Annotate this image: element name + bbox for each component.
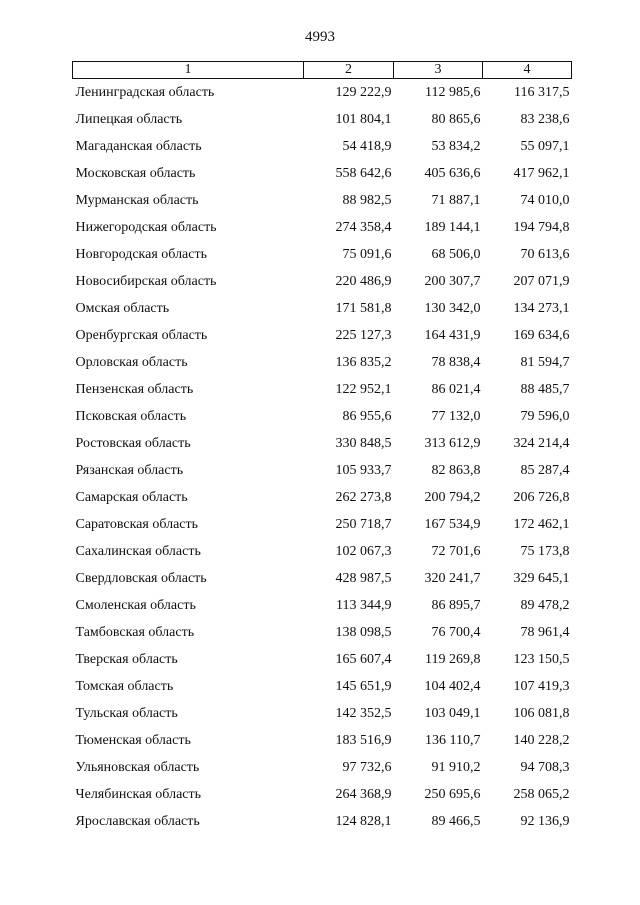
value-cell-col-2: 171 581,8 — [335, 301, 392, 316]
region-name-cell: Ленинградская область — [75, 85, 215, 100]
value-cell-col-4: 55 097,1 — [520, 139, 570, 154]
value-cell-col-4: 207 071,9 — [513, 274, 570, 289]
value-cell-col-2: 75 091,6 — [342, 247, 392, 262]
value-cell-col-3: 80 865,6 — [431, 112, 481, 127]
value-cell-col-2: 86 955,6 — [342, 409, 392, 424]
value-cell-col-3: 189 144,1 — [424, 220, 481, 235]
value-cell-col-2: 274 358,4 — [335, 220, 392, 235]
table-row — [73, 403, 572, 430]
value-cell-col-4: 85 287,4 — [520, 463, 570, 478]
value-cell-col-2: 102 067,3 — [335, 544, 392, 559]
column-header-4: 4 — [483, 62, 572, 79]
region-name-cell: Пензенская область — [75, 382, 194, 397]
value-cell-col-4: 88 485,7 — [520, 382, 570, 397]
value-cell-col-2: 262 273,8 — [335, 490, 392, 505]
value-cell-col-3: 86 895,7 — [431, 598, 481, 613]
value-cell-col-2: 558 642,6 — [335, 166, 392, 181]
value-cell-col-3: 91 910,2 — [431, 760, 481, 775]
header-row — [73, 62, 572, 79]
table-row — [73, 187, 572, 214]
region-name-cell: Орловская область — [75, 355, 188, 370]
value-cell-col-3: 71 887,1 — [431, 193, 481, 208]
column-header-3: 3 — [394, 62, 483, 79]
value-cell-col-2: 225 127,3 — [335, 328, 392, 343]
table-header — [73, 62, 572, 79]
region-name-cell: Смоленская область — [75, 598, 196, 613]
value-cell-col-2: 138 098,5 — [335, 625, 392, 640]
table-body — [73, 79, 572, 836]
value-cell-col-3: 53 834,2 — [431, 139, 481, 154]
table-row — [73, 214, 572, 241]
table-row — [73, 349, 572, 376]
region-name-cell: Тульская область — [75, 706, 178, 721]
region-name-cell: Новгородская область — [75, 247, 207, 262]
region-name-cell: Тюменская область — [75, 733, 191, 748]
table-row — [73, 727, 572, 754]
value-cell-col-2: 136 835,2 — [335, 355, 392, 370]
region-name-cell: Сахалинская область — [75, 544, 201, 559]
table-row — [73, 295, 572, 322]
region-name-cell: Ростовская область — [75, 436, 191, 451]
value-cell-col-3: 72 701,6 — [431, 544, 481, 559]
value-cell-col-2: 129 222,9 — [335, 85, 392, 100]
column-header-1: 1 — [73, 62, 304, 79]
value-cell-col-3: 200 307,7 — [424, 274, 481, 289]
value-cell-col-2: 165 607,4 — [335, 652, 392, 667]
region-name-cell: Саратовская область — [75, 517, 199, 532]
value-cell-col-4: 172 462,1 — [513, 517, 570, 532]
value-cell-col-4: 106 081,8 — [513, 706, 570, 721]
region-name-cell: Ярославская область — [75, 814, 200, 829]
value-cell-col-3: 76 700,4 — [431, 625, 481, 640]
region-name-cell: Томская область — [75, 679, 174, 694]
table-row — [73, 106, 572, 133]
value-cell-col-3: 77 132,0 — [431, 409, 481, 424]
value-cell-col-2: 101 804,1 — [335, 112, 392, 127]
value-cell-col-3: 405 636,6 — [424, 166, 481, 181]
value-cell-col-2: 330 848,5 — [335, 436, 392, 451]
value-cell-col-3: 130 342,0 — [424, 301, 481, 316]
value-cell-col-4: 78 961,4 — [520, 625, 570, 640]
value-cell-col-4: 81 594,7 — [520, 355, 570, 370]
table-row — [73, 646, 572, 673]
column-header-2: 2 — [304, 62, 394, 79]
value-cell-col-2: 88 982,5 — [342, 193, 392, 208]
value-cell-col-4: 75 173,8 — [520, 544, 570, 559]
value-cell-col-4: 89 478,2 — [520, 598, 570, 613]
value-cell-col-3: 136 110,7 — [425, 733, 481, 748]
table-row — [73, 160, 572, 187]
data-table — [72, 61, 572, 835]
value-cell-col-3: 119 269,8 — [425, 652, 481, 667]
value-cell-col-2: 264 368,9 — [335, 787, 392, 802]
value-cell-col-4: 123 150,5 — [513, 652, 570, 667]
table-row — [73, 511, 572, 538]
value-cell-col-4: 92 136,9 — [520, 814, 570, 829]
region-name-cell: Тверская область — [75, 652, 178, 667]
region-name-cell: Магаданская область — [75, 139, 202, 154]
region-name-cell: Нижегородская область — [75, 220, 217, 235]
table-row — [73, 79, 572, 107]
value-cell-col-4: 116 317,5 — [514, 85, 570, 100]
value-cell-col-4: 324 214,4 — [513, 436, 570, 451]
value-cell-col-4: 417 962,1 — [513, 166, 570, 181]
region-name-cell: Псковская область — [75, 409, 187, 424]
table-row — [73, 376, 572, 403]
table-row — [73, 700, 572, 727]
region-name-cell: Мурманская область — [75, 193, 199, 208]
value-cell-col-4: 70 613,6 — [520, 247, 570, 262]
value-cell-col-2: 97 732,6 — [342, 760, 392, 775]
region-name-cell: Омская область — [75, 301, 170, 316]
table-row — [73, 619, 572, 646]
table-row — [73, 133, 572, 160]
value-cell-col-3: 112 985,6 — [425, 85, 481, 100]
value-cell-col-3: 86 021,4 — [431, 382, 481, 397]
value-cell-col-4: 206 726,8 — [513, 490, 570, 505]
value-cell-col-2: 428 987,5 — [335, 571, 392, 586]
table-row — [73, 484, 572, 511]
value-cell-col-2: 220 486,9 — [335, 274, 392, 289]
value-cell-col-4: 83 238,6 — [520, 112, 570, 127]
region-name-cell: Рязанская область — [75, 463, 184, 478]
table-row — [73, 781, 572, 808]
value-cell-col-4: 134 273,1 — [513, 301, 570, 316]
table-row — [73, 457, 572, 484]
table-row — [73, 754, 572, 781]
value-cell-col-2: 183 516,9 — [335, 733, 392, 748]
value-cell-col-4: 169 634,6 — [513, 328, 570, 343]
value-cell-col-3: 200 794,2 — [424, 490, 481, 505]
value-cell-col-3: 78 838,4 — [431, 355, 481, 370]
region-name-cell: Ульяновская область — [75, 760, 200, 775]
table-row — [73, 430, 572, 457]
value-cell-col-2: 124 828,1 — [335, 814, 392, 829]
value-cell-col-4: 107 419,3 — [513, 679, 570, 694]
region-name-cell: Оренбургская область — [75, 328, 208, 343]
value-cell-col-2: 142 352,5 — [335, 706, 392, 721]
value-cell-col-4: 194 794,8 — [513, 220, 570, 235]
value-cell-col-4: 329 645,1 — [513, 571, 570, 586]
value-cell-col-4: 94 708,3 — [520, 760, 570, 775]
region-name-cell: Челябинская область — [75, 787, 201, 802]
region-name-cell: Самарская область — [75, 490, 188, 505]
region-name-cell: Новосибирская область — [75, 274, 217, 289]
value-cell-col-3: 313 612,9 — [424, 436, 481, 451]
value-cell-col-2: 54 418,9 — [342, 139, 392, 154]
value-cell-col-4: 258 065,2 — [513, 787, 570, 802]
region-name-cell: Тамбовская область — [75, 625, 195, 640]
value-cell-col-3: 103 049,1 — [424, 706, 481, 721]
value-cell-col-4: 74 010,0 — [520, 193, 570, 208]
value-cell-col-3: 164 431,9 — [424, 328, 481, 343]
table-row — [73, 268, 572, 295]
value-cell-col-2: 122 952,1 — [335, 382, 392, 397]
table-row — [73, 538, 572, 565]
value-cell-col-4: 140 228,2 — [513, 733, 570, 748]
table-row — [73, 322, 572, 349]
region-name-cell: Московская область — [75, 166, 196, 181]
value-cell-col-3: 320 241,7 — [424, 571, 481, 586]
value-cell-col-4: 79 596,0 — [520, 409, 570, 424]
region-name-cell: Свердловская область — [75, 571, 207, 586]
value-cell-col-2: 113 344,9 — [336, 598, 392, 613]
value-cell-col-2: 250 718,7 — [335, 517, 392, 532]
value-cell-col-3: 89 466,5 — [431, 814, 481, 829]
table-row — [73, 808, 572, 835]
table-row — [73, 592, 572, 619]
value-cell-col-2: 145 651,9 — [335, 679, 392, 694]
region-name-cell: Липецкая область — [75, 112, 183, 127]
value-cell-col-3: 250 695,6 — [424, 787, 481, 802]
value-cell-col-3: 68 506,0 — [431, 247, 481, 262]
value-cell-col-3: 82 863,8 — [431, 463, 481, 478]
value-cell-col-2: 105 933,7 — [335, 463, 392, 478]
value-cell-col-3: 167 534,9 — [424, 517, 481, 532]
table-row — [73, 241, 572, 268]
table-row — [73, 673, 572, 700]
table-row — [73, 565, 572, 592]
page-number: 4993 — [305, 29, 335, 45]
value-cell-col-3: 104 402,4 — [424, 679, 481, 694]
